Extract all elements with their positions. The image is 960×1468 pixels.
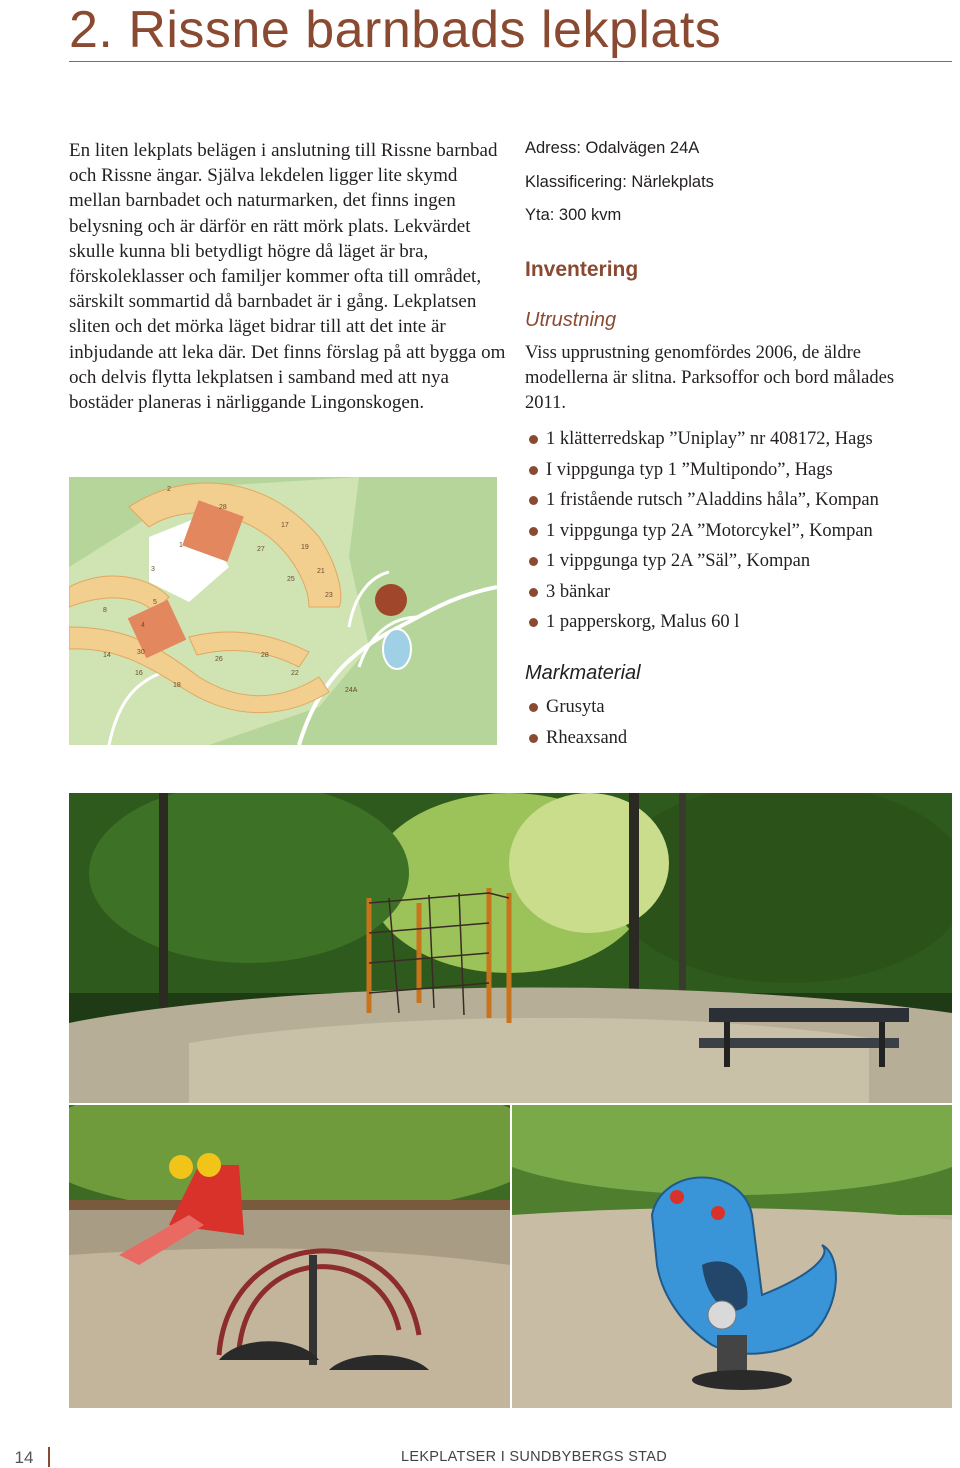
playground-photo-slide bbox=[69, 1105, 510, 1408]
intro-text bbox=[69, 138, 509, 415]
classification-line: Klassificering: Närlekplats bbox=[525, 172, 714, 191]
list-item-text: 1 papperskorg, Malus 60 l bbox=[546, 612, 740, 632]
location-map bbox=[69, 477, 497, 745]
bullet-icon bbox=[529, 557, 538, 566]
list-item bbox=[529, 488, 879, 519]
equipment-paragraph: Viss upprustning genomfördes 2006, de äldre modellerna är slitna. Parksoffor och bord målades 2011. bbox=[525, 343, 895, 413]
bullet-icon bbox=[529, 703, 538, 712]
bullet-icon bbox=[529, 618, 538, 627]
map-label: 27 bbox=[257, 546, 265, 553]
map-label: 24A bbox=[345, 687, 358, 694]
list-item-text: 1 fristående rutsch ”Aladdins håla”, Kompan bbox=[546, 490, 879, 510]
map-label: 4 bbox=[141, 622, 145, 629]
page-number: 14 bbox=[14, 1448, 34, 1467]
equipment-list bbox=[529, 427, 879, 641]
intro-paragraph: En liten lekplats belägen i anslutning till Rissne barnbad och Rissne ängar. Själva lekdelen ligger lite skymd mellan barnbadet och naturmarken, det finns ingen belysning och är därför en rätt mörk plats. Lekvärdet skulle kunna bli betydligt högre då läget är bra, förskoleklasser och familjer kommer ofta till området, särskilt sommartid då barnbadet är i gång. Lekplatsen sliten och det mörka läget bidrar till att det inte är inbjudande att leka där. Det finns förslag på att bygga om och delvis flytta lekplatsen i samband med att nya bostäder planeras i närliggande Lingonskogen. bbox=[69, 140, 506, 414]
map-label: 25 bbox=[287, 576, 295, 583]
map-label: 3 bbox=[151, 566, 155, 573]
bullet-icon bbox=[529, 466, 538, 475]
list-item-text: 1 vippgunga typ 2A ”Motorcykel”, Kompan bbox=[546, 520, 873, 541]
map-label: 2 bbox=[167, 486, 171, 493]
inventory-heading: Inventering bbox=[525, 258, 639, 281]
list-item bbox=[529, 726, 627, 757]
map-label: 5 bbox=[153, 599, 157, 606]
list-item bbox=[529, 695, 627, 726]
list-item bbox=[529, 610, 879, 641]
playground-photo-climbing-frame bbox=[69, 793, 952, 1103]
map-label: 21 bbox=[317, 568, 325, 575]
playground-photo-seal-rider bbox=[512, 1105, 952, 1408]
title-divider bbox=[69, 61, 952, 62]
map-label: 14 bbox=[103, 652, 111, 659]
map-label: 16 bbox=[135, 670, 143, 677]
list-item-text: 1 klätterredskap ”Uniplay” nr 408172, Hags bbox=[546, 429, 873, 449]
list-item-text: 3 bänkar bbox=[546, 581, 611, 602]
bullet-icon bbox=[529, 588, 538, 597]
list-item-text: 1 vippgunga typ 2A ”Säl”, Kompan bbox=[546, 551, 811, 571]
footer-publication: LEKPLATSER I SUNDBYBERGS STAD bbox=[401, 1449, 668, 1465]
bullet-icon bbox=[529, 496, 538, 505]
list-item bbox=[529, 458, 879, 489]
bullet-icon bbox=[529, 734, 538, 743]
map-label: 30 bbox=[137, 649, 145, 656]
map-label: 28 bbox=[219, 504, 227, 511]
map-label: 1 bbox=[179, 542, 183, 549]
bullet-icon bbox=[529, 435, 538, 444]
map-label: 18 bbox=[173, 682, 181, 689]
bullet-icon bbox=[529, 527, 538, 536]
map-label: 26 bbox=[215, 656, 223, 663]
list-item-text: Grusyta bbox=[546, 697, 605, 717]
equipment-heading: Utrustning bbox=[525, 309, 617, 331]
page-title: 2. Rissne barnbads lekplats bbox=[69, 1, 722, 59]
list-item-text: Rheaxsand bbox=[546, 727, 628, 748]
map-label: 17 bbox=[281, 522, 289, 529]
map-label: 23 bbox=[325, 592, 333, 599]
list-item bbox=[529, 549, 879, 580]
facts-block bbox=[525, 139, 714, 240]
list-item bbox=[529, 580, 879, 611]
list-item bbox=[529, 427, 879, 458]
equipment-text bbox=[525, 341, 935, 416]
map-label: 19 bbox=[301, 544, 309, 551]
ground-material-heading: Markmaterial bbox=[525, 662, 641, 684]
area-line: Yta: 300 kvm bbox=[525, 206, 622, 224]
page-number-divider bbox=[48, 1447, 50, 1467]
map-label: 22 bbox=[291, 670, 299, 677]
playground-marker bbox=[375, 584, 407, 616]
map-label: 28 bbox=[261, 652, 269, 659]
address-line: Adress: Odalvägen 24A bbox=[525, 139, 700, 157]
map-label: 8 bbox=[103, 607, 107, 614]
list-item bbox=[529, 519, 879, 550]
list-item-text: I vippgunga typ 1 ”Multipondo”, Hags bbox=[546, 459, 833, 480]
ground-material-list bbox=[529, 695, 627, 756]
